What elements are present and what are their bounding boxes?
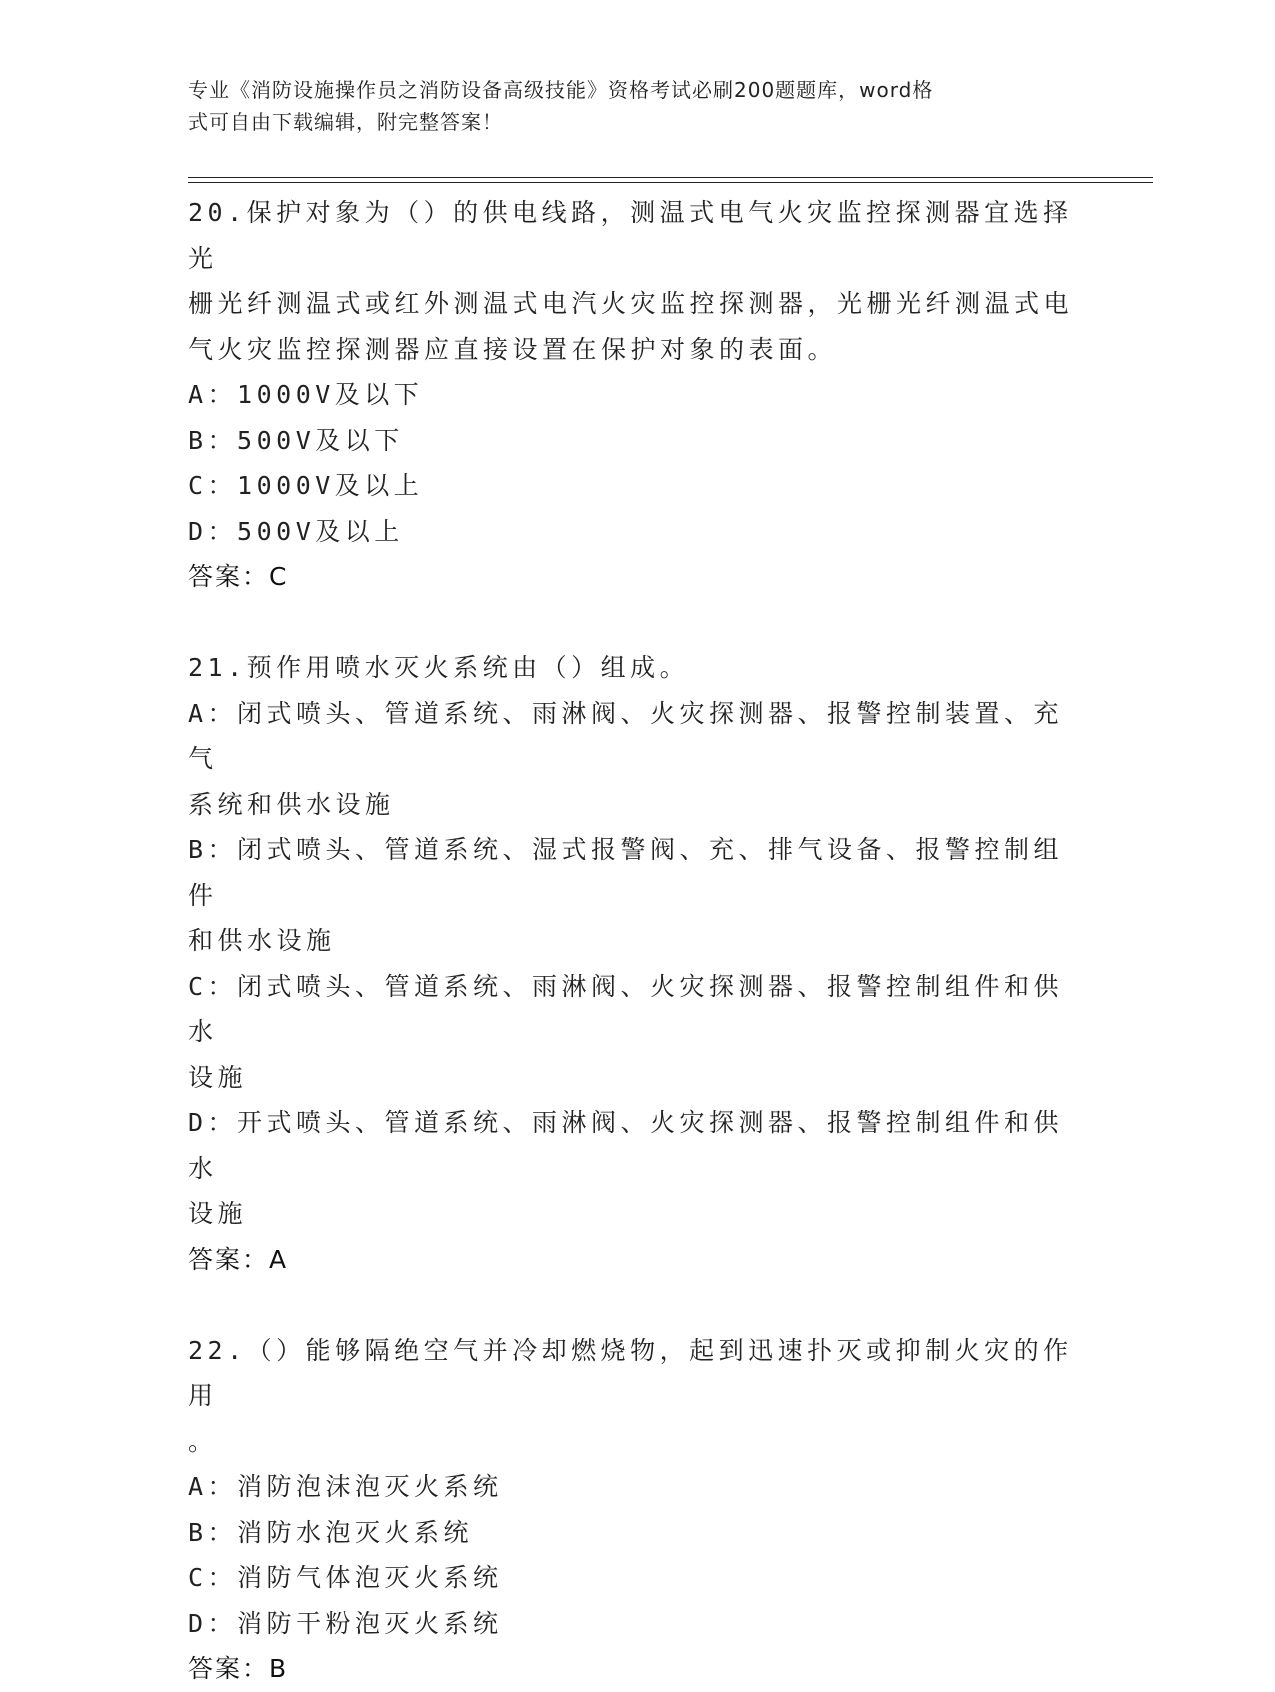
header-line-2: 式可自由下载编辑，附完整答案！ [188, 110, 503, 134]
option-c: C：1000V及以上 [188, 471, 424, 500]
option-d: D：消防干粉泡灭火系统 [188, 1608, 503, 1638]
header-rule-top [188, 177, 1153, 178]
option-b: B：闭式喷头、管道系统、湿式报警阀、充、排气设备、报警控制组件 [188, 835, 1064, 910]
option-a: A：闭式喷头、管道系统、雨淋阀、火灾探测器、报警控制装置、充气 [188, 698, 1064, 773]
question-stem-line: 栅光纤测温式或红外测温式电汽火灾监控探测器，光栅光纤测温式电 [188, 289, 1074, 318]
question-spacer [188, 1282, 1078, 1328]
option-b: B：500V及以下 [188, 425, 404, 455]
header-line-1: 专业《消防设施操作员之消防设备高级技能》资格考试必刷200题题库，word格 [188, 78, 934, 102]
question-20 [188, 190, 1078, 600]
answer: 答案：A [188, 1244, 289, 1274]
question-22 [188, 1328, 1078, 1692]
option-a: A：1000V及以下 [188, 380, 424, 409]
question-spacer [188, 600, 1078, 646]
option-d: D：500V及以上 [188, 516, 404, 546]
option-d: D：开式喷头、管道系统、雨淋阀、火灾探测器、报警控制组件和供水 [188, 1108, 1064, 1183]
answer: 答案：B [188, 1654, 289, 1683]
question-stem-line: 22.（）能够隔绝空气并冷却燃烧物，起到迅速扑灭或抑制火灾的作用 [188, 1335, 1073, 1410]
option-a-continued: 系统和供水设施 [188, 789, 395, 819]
question-21 [188, 645, 1078, 1282]
question-stem-line: 气火灾监控探测器应直接设置在保护对象的表面。 [188, 334, 838, 364]
document-header [188, 74, 1068, 138]
option-c-continued: 设施 [188, 1062, 248, 1092]
option-a: A：消防泡沫泡灭火系统 [188, 1472, 503, 1501]
question-list [188, 190, 1078, 1692]
answer: 答案：C [188, 562, 289, 591]
option-b: B：消防水泡灭火系统 [188, 1517, 474, 1547]
option-b-continued: 和供水设施 [188, 926, 336, 955]
question-stem-line: 20.保护对象为（）的供电线路，测温式电气火灾监控探测器宜选择光 [188, 198, 1073, 273]
question-stem-line: 21.预作用喷水灭火系统由（）组成。 [188, 653, 690, 682]
option-c: C：闭式喷头、管道系统、雨淋阀、火灾探测器、报警控制组件和供水 [188, 971, 1064, 1046]
option-c: C：消防气体泡灭火系统 [188, 1563, 503, 1592]
option-d-continued: 设施 [188, 1199, 248, 1228]
question-stem-line: 。 [188, 1426, 218, 1456]
header-rule-bottom [188, 182, 1153, 183]
